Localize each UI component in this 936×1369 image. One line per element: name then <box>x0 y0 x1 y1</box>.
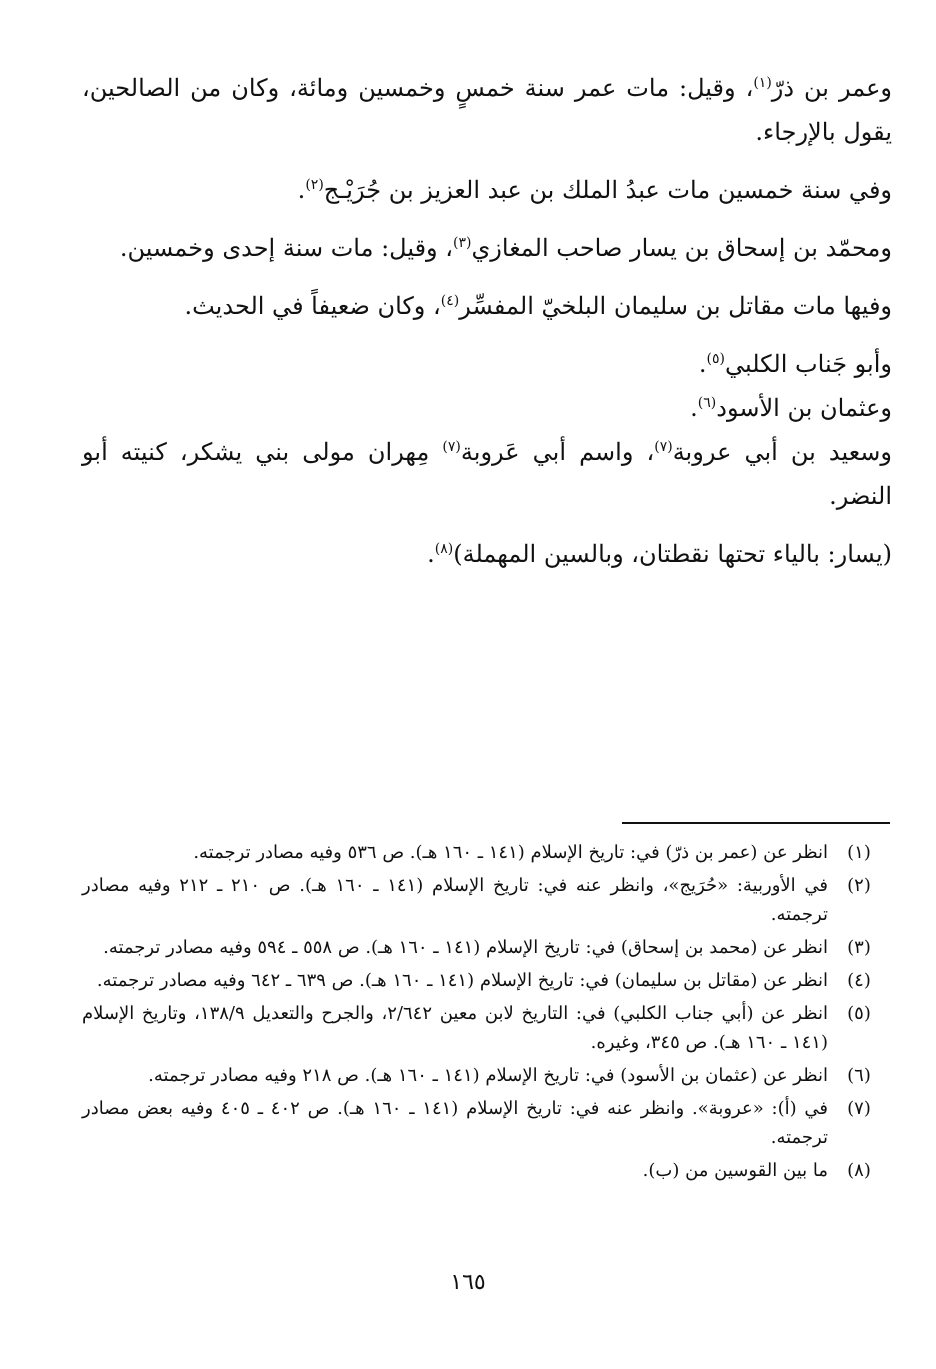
paragraph <box>82 430 892 518</box>
footnote-text: في (أ): «عروبة». وانظر عنه في: تاريخ الإسلام (١٤١ ـ ١٦٠ هـ). ص ٤٠٢ ـ ٤٠٥ وفيه بعض مصادر ترجمته. <box>82 1098 829 1148</box>
footnote <box>82 966 890 995</box>
footnote <box>82 1156 890 1185</box>
footnotes <box>82 838 890 1189</box>
paragraph-text: وفيها مات مقاتل بن سليمان البلخيّ المفسِّر <box>459 292 892 320</box>
paragraph-text: ، وكان ضعيفاً في الحديث. <box>184 292 441 320</box>
footnote-divider <box>622 822 890 824</box>
footnote-text: انظر عن (محمد بن إسحاق) في: تاريخ الإسلام (١٤١ ـ ١٦٠ هـ). ص ٥٥٨ ـ ٥٩٤ وفيه مصادر ترجمته. <box>103 937 828 958</box>
paragraph-text: مِهران مولى بني يشكر، كنيته أبو النضر. <box>82 438 892 510</box>
footnote-number: (٤) <box>847 970 871 991</box>
paragraph <box>82 168 892 212</box>
footnote-number: (٦) <box>847 1065 871 1086</box>
footnote-ref: (٤) <box>440 293 460 309</box>
footnote-text: انظر عن (عمر بن ذرّ) في: تاريخ الإسلام (١٤١ ـ ١٦٠ هـ). ص ٥٣٦ وفيه مصادر ترجمته. <box>193 842 828 863</box>
footnote-ref: (٨) <box>434 541 454 557</box>
footnote-ref: (٥) <box>706 351 725 367</box>
paragraph-text: وسعيد بن أبي عروبة <box>672 438 892 466</box>
paragraph-text: ، واسم أبي عَروبة <box>460 438 655 466</box>
footnote-number: (٢) <box>847 875 871 896</box>
footnote <box>82 871 890 929</box>
footnote-number: (٣) <box>847 937 871 958</box>
footnote-number: (٧) <box>847 1098 871 1119</box>
footnote-ref: (٣) <box>453 235 472 251</box>
paragraph <box>82 226 892 270</box>
footnote-number: (١) <box>847 842 871 863</box>
paragraph-text: . <box>690 394 698 422</box>
paragraph-text: وعمر بن ذرّ <box>771 74 892 102</box>
footnote-text: انظر عن (مقاتل بن سليمان) في: تاريخ الإسلام (١٤١ ـ ١٦٠ هـ). ص ٦٣٩ ـ ٦٤٢ وفيه مصادر ترجمته. <box>96 970 828 991</box>
footnote-text: في الأوربية: «حُرَيج»، وانظر عنه في: تاريخ الإسلام (١٤١ ـ ١٦٠ هـ). ص ٢١٠ ـ ٢١٢ وفيه مصادر ترجمته. <box>82 875 829 925</box>
paragraph-text: . <box>698 350 707 378</box>
paragraph-text: وأبو جَناب الكلبي <box>724 350 892 378</box>
paragraph-text: وعثمان بن الأسود <box>716 394 892 422</box>
footnote-ref: (١) <box>753 75 772 91</box>
paragraph-text: وفي سنة خمسين مات عبدُ الملك بن عبد العزيز بن جُرَيْـج <box>323 176 892 204</box>
footnote <box>82 838 890 867</box>
footnote-ref: (٢) <box>305 177 324 193</box>
footnote-ref: (٧) <box>654 439 673 455</box>
paragraph <box>82 532 892 576</box>
footnote-text: انظر عن (عثمان بن الأسود) في: تاريخ الإسلام (١٤١ ـ ١٦٠ هـ). ص ٢١٨ وفيه مصادر ترجمته. <box>148 1065 828 1086</box>
footnote-ref: (٦) <box>697 395 717 411</box>
paragraph-text: (يسار: بالياء تحتها نقطتان، وبالسين المهملة) <box>453 540 892 568</box>
paragraph-text: . <box>297 176 306 204</box>
paragraph-text: . <box>427 540 435 568</box>
page-number: ١٦٥ <box>450 1270 486 1295</box>
paragraph-text: ومحمّد بن إسحاق بن يسار صاحب المغازي <box>471 234 892 262</box>
footnote <box>82 1094 890 1152</box>
footnote-text: انظر عن (أبي جناب الكلبي) في: التاريخ لابن معين ٢/٦٤٢، والجرح والتعديل ١٣٨/٩، وتاريخ الإسلام (١٤١ ـ ١٦٠ هـ). ص ٣٤٥، وغيره. <box>82 1003 828 1053</box>
paragraph <box>82 284 892 328</box>
paragraph-text: ، وقيل: مات سنة إحدى وخمسين. <box>119 234 454 262</box>
paragraph <box>82 66 892 154</box>
footnote-ref: (٧) <box>442 439 461 455</box>
paragraph <box>82 386 892 430</box>
footnote-text: ما بين القوسين من (ب). <box>642 1160 828 1181</box>
footnote <box>82 933 890 962</box>
footnote-number: (٨) <box>847 1160 871 1181</box>
footnote-number: (٥) <box>847 1003 871 1024</box>
footnote <box>82 999 890 1057</box>
paragraph-text: ، وقيل: مات عمر سنة خمسٍ وخمسين ومائة، وكان من الصالحين، يقول بالإرجاء. <box>82 74 892 146</box>
footnote <box>82 1061 890 1090</box>
paragraph <box>82 342 892 386</box>
main-text <box>82 66 892 590</box>
